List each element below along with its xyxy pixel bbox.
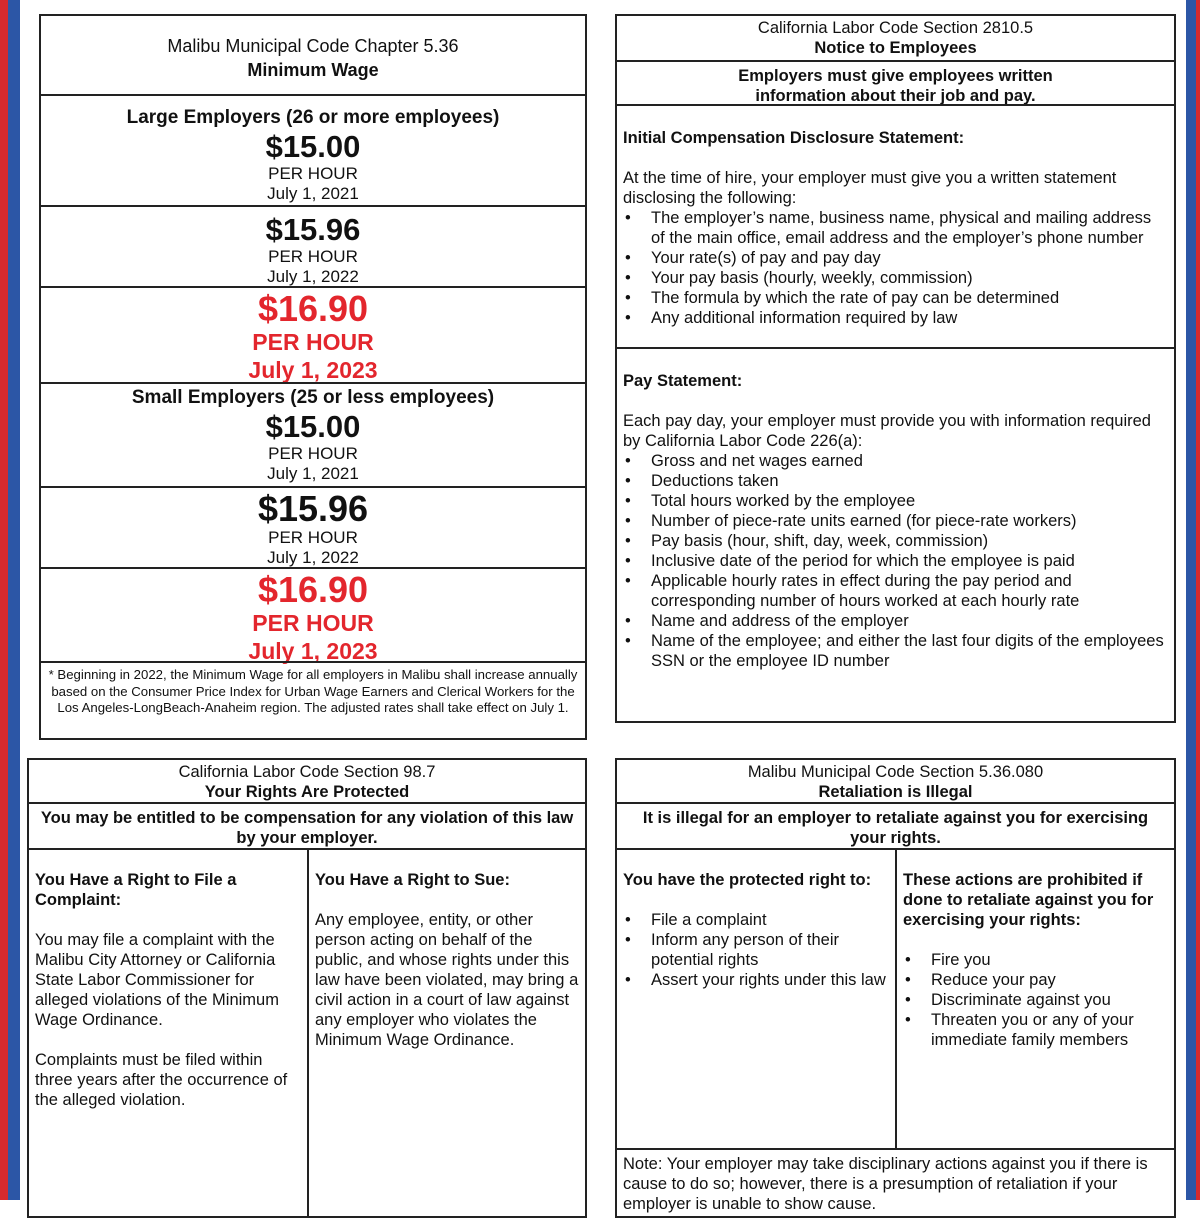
list-item: • Fire you xyxy=(903,950,1168,970)
rights-code: California Labor Code Section 98.7 xyxy=(178,763,436,781)
retaliation-note: Note: Your employer may take disciplinary actions against you if there is cause to do so; however, there is a presumption of retaliation if your employer is unable to show cause. xyxy=(623,1155,1148,1213)
rights-protected-panel xyxy=(27,758,587,1218)
wage-code: Malibu Municipal Code Chapter 5.36 xyxy=(167,36,459,56)
rate-date: July 1, 2021 xyxy=(267,464,359,483)
rate-unit: PER HOUR xyxy=(252,329,374,355)
small-rate-3 xyxy=(41,567,585,663)
list-item: • Threaten you or any of your immediate family members xyxy=(903,1010,1168,1050)
pay-statement-intro: Each pay day, your employer must provide you with information required by California Labor Code 226(a): xyxy=(623,412,1151,450)
retaliation-subtitle xyxy=(617,802,1174,850)
list-item: • Applicable hourly rates in effect during the pay period and corresponding number of hours worked at each hourly rate xyxy=(623,571,1168,611)
prohibited-actions-heading: These actions are prohibited if done to retaliate against you for exercising your rights: xyxy=(903,871,1154,929)
rate-amount: $15.96 xyxy=(265,212,361,247)
wage-title: Minimum Wage xyxy=(247,60,379,80)
initial-disclosure-section xyxy=(617,104,1174,349)
list-item: • The formula by which the rate of pay can be determined xyxy=(623,288,1168,308)
retaliation-code: Malibu Municipal Code Section 5.36.080 xyxy=(747,763,1044,781)
list-item: • Name of the employee; and either the last four digits of the employees SSN or the employee ID number xyxy=(623,631,1168,671)
rights-subtitle-line2: by your employer. xyxy=(236,829,378,847)
small-rate-2 xyxy=(41,486,585,569)
large-rate-2 xyxy=(41,205,585,288)
rate-date: July 1, 2023 xyxy=(248,638,378,664)
left-red-border xyxy=(0,0,8,1200)
notice-title: Notice to Employees xyxy=(814,39,977,57)
file-complaint-deadline: Complaints must be filed within three years after the occurrence of the alleged violation. xyxy=(35,1051,288,1109)
list-item: • Reduce your pay xyxy=(903,970,1168,990)
rights-subtitle xyxy=(29,802,585,850)
small-rate-1 xyxy=(41,382,585,488)
rate-amount: $16.90 xyxy=(257,569,369,610)
rate-amount: $15.00 xyxy=(265,129,361,164)
rate-date: July 1, 2022 xyxy=(267,267,359,286)
file-complaint-text: You may file a complaint with the Malibu City Attorney or California State Labor Commissioner for alleged violations of the Minimum Wage Ordinance. xyxy=(35,931,279,1029)
large-rate-3 xyxy=(41,286,585,384)
protected-rights-heading: You have the protected right to: xyxy=(623,871,872,889)
list-item: • Your rate(s) of pay and pay day xyxy=(623,248,1168,268)
list-item: • The employer’s name, business name, physical and mailing address of the main office, email address and the employer’s phone number xyxy=(623,208,1168,248)
wage-footnote-row xyxy=(41,661,585,738)
list-item: • Name and address of the employer xyxy=(623,611,1168,631)
list-item: • Your pay basis (hourly, weekly, commission) xyxy=(623,268,1168,288)
wage-footnote: * Beginning in 2022, the Minimum Wage for all employers in Malibu shall increase annually based on the Consumer Price Index for Urban Wage Earners and Clerical Workers for the Los Angeles-LongBeach-Anaheim region. The adjusted rates shall take effect on July 1. xyxy=(48,667,578,715)
file-complaint-column xyxy=(29,850,309,1216)
rate-date: July 1, 2021 xyxy=(267,184,359,203)
rate-amount: $15.00 xyxy=(265,409,361,444)
pay-statement-list xyxy=(623,451,1168,671)
rate-amount: $15.96 xyxy=(257,488,369,529)
list-item: • Inclusive date of the period for which the employee is paid xyxy=(623,551,1168,571)
right-blue-border xyxy=(1186,0,1196,1200)
protected-rights-list xyxy=(623,910,891,990)
notice-subtitle-line1: Employers must give employees written xyxy=(738,67,1053,85)
notice-subtitle-line2: information about their job and pay. xyxy=(755,87,1036,105)
list-item: • Assert your rights under this law xyxy=(623,970,891,990)
right-to-sue-text: Any employee, entity, or other person acting on behalf of the public, and whose rights under this law have been violated, may bring a civil action in a court of law against any employer who violates the Minimum Wage Ordinance. xyxy=(315,911,579,1049)
list-item: • Discriminate against you xyxy=(903,990,1168,1010)
minimum-wage-panel xyxy=(39,14,587,740)
retaliation-subtitle-line1: It is illegal for an employer to retaliate against you for exercising xyxy=(642,809,1149,827)
retaliation-subtitle-line2: your rights. xyxy=(850,829,941,847)
retaliation-header xyxy=(617,762,1174,804)
notice-subtitle xyxy=(617,60,1174,106)
left-blue-border xyxy=(8,0,20,1200)
rights-columns xyxy=(29,848,585,1216)
list-item: • File a complaint xyxy=(623,910,891,930)
rate-date: July 1, 2023 xyxy=(248,357,378,383)
notice-header xyxy=(617,18,1174,62)
rate-unit: PER HOUR xyxy=(268,528,358,547)
right-to-sue-column xyxy=(309,850,585,1216)
rate-unit: PER HOUR xyxy=(252,610,374,636)
initial-disclosure-list xyxy=(623,208,1168,328)
rights-title: Your Rights Are Protected xyxy=(204,783,410,801)
retaliation-columns xyxy=(617,848,1174,1150)
right-red-border xyxy=(1196,0,1200,1200)
list-item: • Total hours worked by the employee xyxy=(623,491,1168,511)
initial-disclosure-heading: Initial Compensation Disclosure Statement: xyxy=(623,129,965,147)
list-item: • Gross and net wages earned xyxy=(623,451,1168,471)
large-rate-1 xyxy=(41,94,585,207)
protected-rights-column xyxy=(617,850,897,1150)
rate-unit: PER HOUR xyxy=(268,247,358,266)
rate-date: July 1, 2022 xyxy=(267,548,359,567)
list-item: • Pay basis (hour, shift, day, week, commission) xyxy=(623,531,1168,551)
list-item: • Number of piece-rate units earned (for piece-rate workers) xyxy=(623,511,1168,531)
initial-disclosure-intro: At the time of hire, your employer must give you a written statement disclosing the following: xyxy=(623,169,1117,207)
prohibited-actions-list xyxy=(903,950,1168,1050)
prohibited-actions-column xyxy=(897,850,1174,1150)
notice-to-employees-panel xyxy=(615,14,1176,723)
rights-header xyxy=(29,762,585,804)
list-item: • Inform any person of their potential rights xyxy=(623,930,891,970)
rate-unit: PER HOUR xyxy=(268,164,358,183)
file-complaint-heading: You Have a Right to File a Complaint: xyxy=(35,871,237,909)
retaliation-panel xyxy=(615,758,1176,1218)
rights-subtitle-line1: You may be entitled to be compensation for any violation of this law xyxy=(40,809,574,827)
retaliation-note-row xyxy=(617,1148,1174,1216)
pay-statement-section xyxy=(617,347,1174,721)
rate-amount: $16.90 xyxy=(257,288,369,329)
retaliation-title: Retaliation is Illegal xyxy=(818,783,973,801)
large-employers-heading: Large Employers (26 or more employees) xyxy=(126,107,500,128)
right-to-sue-heading: You Have a Right to Sue: xyxy=(315,871,510,889)
wage-header xyxy=(41,16,585,96)
notice-code: California Labor Code Section 2810.5 xyxy=(757,19,1034,37)
rate-unit: PER HOUR xyxy=(268,444,358,463)
pay-statement-heading: Pay Statement: xyxy=(623,372,743,390)
small-employers-heading: Small Employers (25 or less employees) xyxy=(131,387,495,408)
list-item: • Deductions taken xyxy=(623,471,1168,491)
list-item: • Any additional information required by law xyxy=(623,308,1168,328)
